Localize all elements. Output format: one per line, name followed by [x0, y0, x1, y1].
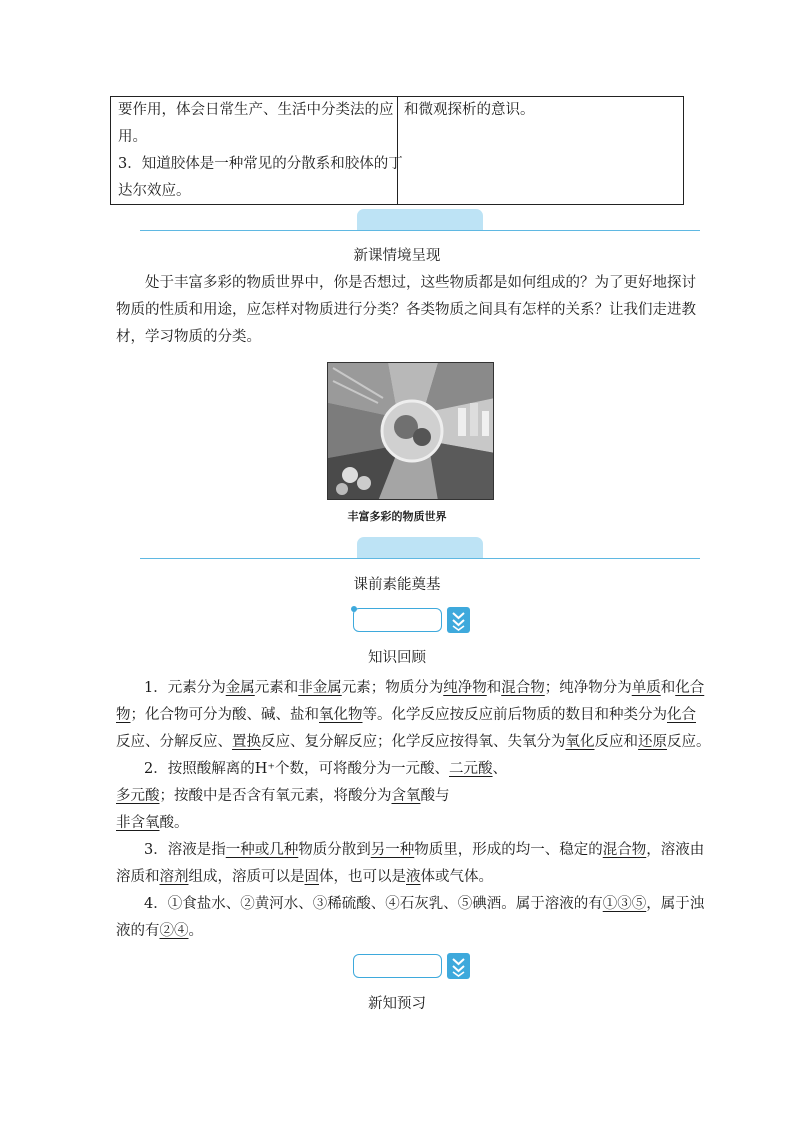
review-line: 液的有②④。: [116, 923, 203, 939]
blank-answer: 溶剂: [159, 869, 189, 885]
blank-answer: ①③⑤: [602, 896, 647, 912]
blank-answer: 化合: [675, 680, 705, 696]
section-banner-tab: [357, 209, 483, 231]
blank-answer: 混合物: [602, 842, 647, 858]
table-left-line: 用。: [118, 129, 147, 145]
blank-answer: 固: [304, 869, 319, 885]
review-line: 反应、分解反应、置换反应、复分解反应；化学反应按得氧、失氧分为氧化反应和还原反应。: [116, 734, 711, 750]
double-chevron-down-icon: [447, 953, 470, 979]
review-block: [116, 675, 716, 945]
section-banner-line: [140, 558, 700, 559]
blank-answer: 纯净物: [443, 680, 487, 696]
blank-answer: 氧化: [565, 734, 595, 750]
blank-answer: 化合: [667, 707, 696, 723]
section-banner-tab: [357, 537, 483, 559]
intro-line: 处于丰富多彩的物质世界中，你是否想过，这些物质都是如何组成的？为了更好地探讨: [145, 275, 696, 291]
intro-line: 材，学习物质的分类。: [116, 329, 261, 345]
blank-answer: 液: [406, 869, 421, 885]
figure-caption: 丰富多彩的物质世界: [347, 510, 447, 523]
blank-answer: 二元酸: [449, 761, 493, 777]
review-line: 3．溶液是指一种或几种物质分散到另一种物质里，形成的均一、稳定的混合物，溶液由: [144, 842, 705, 858]
blank-answer: 多元酸: [116, 788, 160, 804]
blank-answer: 含氧: [391, 788, 421, 804]
section-title-scenario: 新课情境呈现: [353, 248, 441, 264]
sub-banner-dot: [351, 606, 357, 612]
blank-answer: 还原: [638, 734, 667, 750]
table-left-cell: [118, 97, 403, 205]
blank-answer: ②④: [159, 923, 189, 939]
review-line: 2．按照酸解离的H⁺个数，可将酸分为一元酸、二元酸、: [144, 761, 508, 777]
blank-answer: 混合物: [501, 680, 545, 696]
blank-answer: 非金属: [298, 680, 342, 696]
section-banner-line: [140, 230, 700, 231]
table-left-line: 3．知道胶体是一种常见的分散系和胶体的丁: [118, 156, 403, 172]
table-right-cell: [404, 97, 535, 124]
blank-answer: 金属: [225, 680, 255, 696]
review-line: 溶质和溶剂组成，溶质可以是固体，也可以是液体或气体。: [116, 869, 493, 885]
blank-answer: 另一种: [370, 842, 415, 858]
double-chevron-down-icon: [447, 607, 470, 633]
blank-answer: 置换: [232, 734, 261, 750]
sub-banner-box: [353, 608, 442, 632]
objectives-table: [110, 96, 684, 205]
table-right-line: 和微观探析的意识。: [404, 102, 535, 118]
blank-answer: 非含氧: [116, 815, 160, 831]
review-line: 物；化合物可分为酸、碱、盐和氧化物等。化学反应按反应前后物质的数目和种类分为化合: [116, 707, 696, 723]
blank-answer: 氧化物: [319, 707, 363, 723]
review-line: 非含氧酸。: [116, 815, 189, 831]
table-left-line: 达尔效应。: [118, 183, 191, 199]
blank-answer: 单质: [631, 680, 661, 696]
review-line: 4．①食盐水、②黄河水、③稀硫酸、④石灰乳、⑤碘酒。属于溶液的有①③⑤，属于浊: [144, 896, 705, 912]
section-title-preview: 课前素能奠基: [353, 577, 441, 593]
sub-banner-box: [353, 954, 442, 978]
table-left-line: 要作用，体会日常生产、生活中分类法的应: [118, 102, 394, 118]
intro-line: 物质的性质和用途，应怎样对物质进行分类？各类物质之间具有怎样的关系？让我们走进教: [116, 302, 696, 318]
review-line: 1．元素分为金属元素和非金属元素；物质分为纯净物和混合物；纯净物分为单质和化合: [144, 680, 705, 696]
blank-answer: 物: [116, 707, 131, 723]
sub-title-review: 知识回顾: [368, 650, 426, 666]
review-line: 多元酸；按酸中是否含有氧元素，将酸分为含氧酸与: [116, 788, 450, 804]
intro-paragraph: [116, 270, 696, 351]
photo-collage-image: [328, 363, 494, 500]
sub-title-new-knowledge: 新知预习: [368, 996, 426, 1012]
material-world-photo: [327, 362, 494, 500]
blank-answer: 一种或几种: [225, 842, 299, 858]
